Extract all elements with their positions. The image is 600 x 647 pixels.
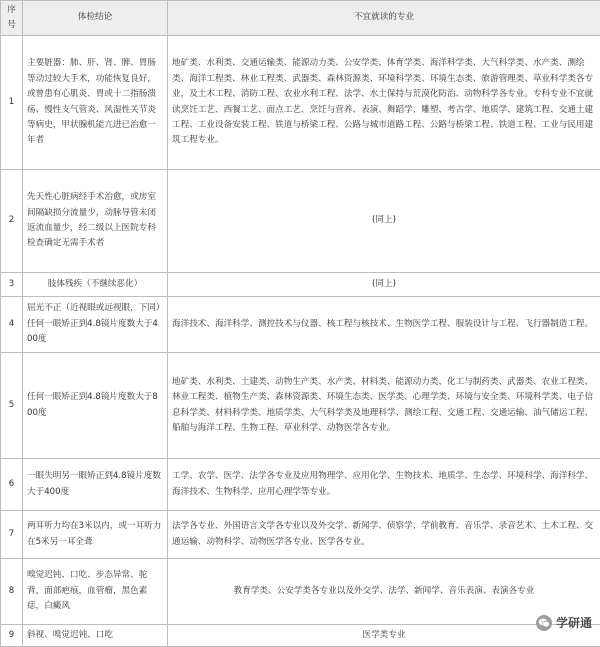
row-condition: 先天性心脏病经手术治愈，或房室间隔缺损分流量少，动脉导管未闭返流血量少，经二级以上医院专科检查确定无需手术者 [23,170,168,273]
row-condition: 肢体残疾（不继续恶化） [23,273,168,297]
header-majors: 不宜就读的专业 [168,1,600,36]
table-row [1,36,600,170]
table-row [1,353,600,459]
row-majors: 医学类专业 [168,625,600,647]
row-majors: 地矿类、水利类、土建类、动物生产类、水产类、材料类、能源动力类、化工与制药类、武器类、农业工程类、林业工程类、植物生产类、森林资源类、环境生态类、医学类、心理学类、环境与安全类、环境科学类、电子信息科学类、材料科学类、地质学类、大气科学类及地理科学、测绘工程、交通工程、交通运输、油气储运工程、船舶与海洋工程、生物工程、草业科学、动物医学各专业。 [168,353,600,459]
row-no: 5 [1,353,23,459]
row-majors: 教育学类、公安学类各专业以及外交学、法学、新闻学、音乐表演、表演各专业 [168,559,600,625]
row-no: 3 [1,273,23,297]
row-no: 7 [1,511,23,559]
row-condition: 一眼失明另一眼矫正到4.8镜片度数大于400度 [23,459,168,511]
row-majors: 地矿类、水利类、交通运输类、能源动力类、公安学类、体育学类、海洋科学类、大气科学类、水产类、测绘类、海洋工程类、林业工程类、武器类、森林资源类、环境科学类、环境生态类、旅游管理类、草业科学类各专业，及土木工程、消防工程、农业水利工程、法学、水土保持与荒漠化防治、动物科学各专业。专科专业不宜就读烹饪工艺、西餐工艺、面点工艺、烹饪与营养、表演、舞蹈学、雕塑、考古学、地质学、建筑工程、交通土建工程、工业设备安装工程、铁道与桥梁工程、公路与城市道路工程、公路与桥梁工程、铁道工程、工业与民用建筑工程专业。 [168,36,600,170]
table-row [1,625,600,647]
row-condition: 任何一眼矫正到4.8镜片度数大于800度 [23,353,168,459]
table-row [1,559,600,625]
row-majors: 工学、农学、医学、法学各专业及应用物理学、应用化学、生物技术、地质学、生态学、环境科学、海洋科学、海洋技术、生物科学、应用心理学等专业。 [168,459,600,511]
row-condition: 主要脏器：肺、肝、肾、脾、胃肠等动过较大手术，功能恢复良好，或曾患有心肌炎、胃或十二指肠溃疡、慢性支气管炎、风湿性关节炎等病史，甲状腺机能亢进已治愈一年者 [23,36,168,170]
row-majors: 法学各专业、外国语言文学各专业以及外交学、新闻学、侦察学、学前教育、音乐学、录音艺术、土木工程、交通运输、动物科学、动物医学各专业、医学各专业。 [168,511,600,559]
row-no: 2 [1,170,23,273]
row-no: 4 [1,297,23,353]
table-row [1,170,600,273]
table-row [1,459,600,511]
watermark-text: 学研通 [556,614,592,631]
table-row [1,297,600,353]
table-row [1,511,600,559]
row-majors: (同上) [168,273,600,297]
table-row [1,273,600,297]
row-majors: (同上) [168,170,600,273]
row-condition: 嗅觉迟钝、口吃、步态异常、驼背，面部疤痕，血管瘤，黑色素痣，白癜风 [23,559,168,625]
row-condition: 两耳听力均在3米以内，或一耳听力在5米另一耳全聋 [23,511,168,559]
row-condition: 斜视、嗅觉迟钝、口吃 [23,625,168,647]
row-condition: 屈光不正（近视眼或远视眼，下同）任何一眼矫正到4.8镜片度数大于400度 [23,297,168,353]
watermark [536,614,592,631]
row-no: 6 [1,459,23,511]
table-header-row [1,1,600,36]
row-no: 9 [1,625,23,647]
header-no: 序号 [1,1,23,36]
row-no: 1 [1,36,23,170]
wechat-logo-icon [536,615,552,631]
row-majors: 海洋技术、海洋科学、测控技术与仪器、核工程与核技术、生物医学工程、服装设计与工程、飞行器制造工程。 [168,297,600,353]
header-condition: 体检结论 [23,1,168,36]
row-no: 8 [1,559,23,625]
